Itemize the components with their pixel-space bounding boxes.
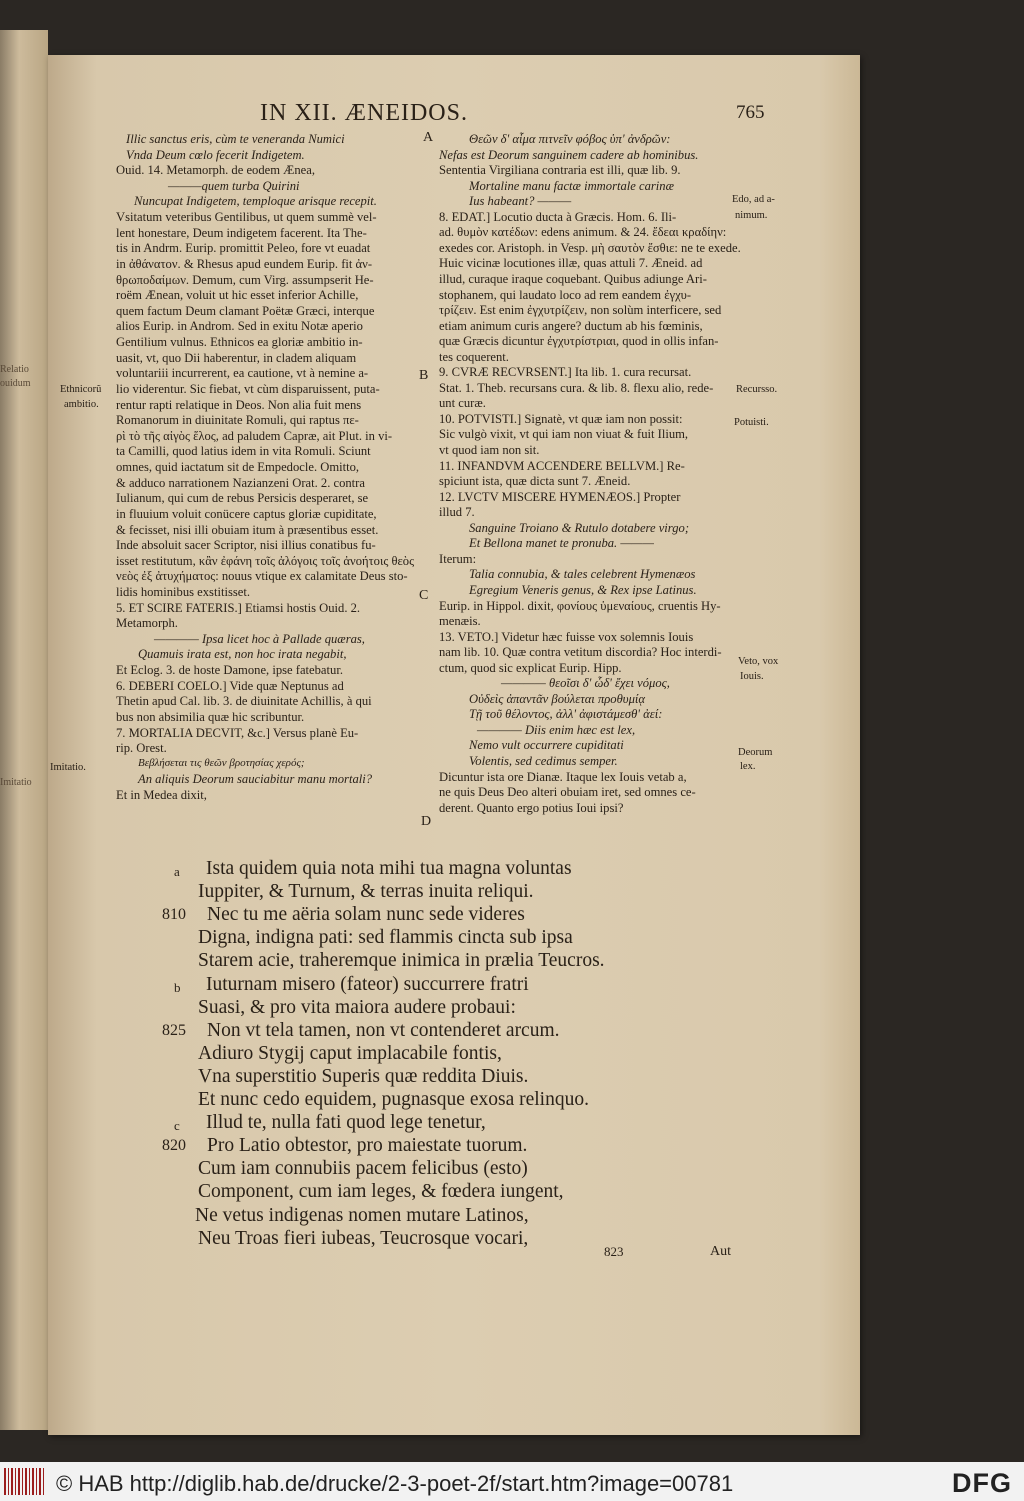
commentary-line: Θεῶν δ' αἷμα πιτνεῖν φόβος ὑπ' ἀνδρῶν: [469, 132, 671, 146]
commentary-line: unt curæ. [439, 396, 486, 411]
commentary-line: ad. θυμὸν κατέδων: edens animum. & 24. ἔδεαι κραδίην: [439, 225, 727, 240]
verse-note-mark: c [174, 1118, 180, 1134]
verse-line: Cum iam connubiis pacem felicibus (esto) [198, 1158, 528, 1180]
commentary-line: νεὸς ἐξ ἀτυχήματος: nouus vtique ex calamitate Deus sto- [116, 569, 408, 584]
commentary-line: 5. ET SCIRE FATERIS.] Etiamsi hostis Ouid. 2. [116, 600, 361, 615]
commentary-line: quem factum Deum clamant Poëtæ Græci, interque [116, 303, 375, 318]
verse-line: Ne vetus indigenas nomen mutare Latinos, [195, 1204, 529, 1226]
commentary-line: Stat. 1. Theb. recursans cura. & lib. 8. flexu alio, rede- [439, 380, 714, 395]
commentary-line: Dicuntur ista ore Dianæ. Itaque lex Iouis vetab a, [439, 769, 687, 784]
commentary-line: ctum, quod sic explicat Eurip. Hipp. [439, 660, 622, 675]
catchword: Aut [710, 1244, 731, 1259]
commentary-line: 9. CVRÆ RECVRSENT.] Ita lib. 1. cura recursat. [439, 365, 692, 380]
commentary-line: ———quem turba Quirini [168, 178, 300, 193]
left-page-fragment: Relatio [0, 364, 29, 375]
commentary-line: spiciunt ista, quæ dicta sunt 7. Æneid. [439, 474, 631, 489]
commentary-line: Iterum: [439, 551, 477, 566]
hab-logo-icon [4, 1468, 44, 1495]
margin-note: Potuisti. [734, 417, 769, 428]
commentary-line: rentur rapti relatique in Deos. Non alia fuit mens [116, 397, 362, 412]
commentary-line: illud, curaque iraque coquebant. Quibus adiunge Ari- [439, 271, 707, 286]
commentary-line: Talia connubia, & tales celebrent Hymenæos [469, 567, 696, 582]
commentary-line: Eurip. in Hippol. dixit, φονίους ὑμεναίους, cruentis Hy- [439, 598, 721, 613]
commentary-line: in ἀθάνατον. & Rhesus apud eundem Eurip. fit ἀν- [116, 256, 373, 271]
dfg-logo: DFG [952, 1468, 1012, 1498]
margin-note: Deorum [738, 747, 773, 758]
book-page [48, 55, 860, 1435]
commentary-line: An aliquis Deorum sauciabitur manu mortali? [138, 772, 373, 787]
commentary-line: Thetin apud Cal. lib. 3. de diuinitate Achillis, à qui [116, 694, 372, 709]
commentary-line: etiam animum curis angere? ductum ab his fœminis, [439, 318, 703, 333]
margin-note: Edo, ad a- [732, 194, 775, 205]
commentary-line: Inde absoluit sacer Scriptor, nisi illius conatibus fu- [116, 538, 376, 553]
margin-note: Recursso. [736, 384, 778, 395]
verse-line: Non vt tela tamen, non vt contenderet arcum. [207, 1019, 560, 1041]
section-letter: B [419, 368, 429, 383]
commentary-line: lidis hominibus exstitisset. [116, 584, 250, 599]
commentary-line: ta Camilli, quod latius idem in vita Romuli. Sciunt [116, 444, 371, 459]
commentary-line: Ouid. 14. Metamorph. de eodem Ænea, [116, 163, 316, 178]
commentary-line: Vsitatum veteribus Gentilibus, ut quem summè vel- [116, 210, 377, 225]
commentary-line: Huic vicinæ locutiones illæ, quas attuli 7. Æneid. ad [439, 256, 703, 271]
section-letter: C [419, 588, 429, 603]
verse-line: Digna, indigna pati: sed flammis cincta sub ipsa [198, 927, 573, 949]
commentary-line: Iulianum, qui cum de rebus Persicis desperaret, se [116, 491, 369, 506]
left-page-fragment: Imitatio [0, 777, 32, 788]
commentary-line: lent honestare, Deum indigetem facerent. Ita The- [116, 225, 367, 240]
margin-note: nimum. [735, 210, 768, 221]
commentary-line: Egregium Veneris genus, & Rex ipse Latinus. [469, 582, 697, 597]
left-page-fragment: ouidum [0, 378, 31, 389]
verse-line-number: 810 [162, 906, 186, 924]
commentary-line: Et Eclog. 3. de hoste Damone, ipse fatebatur. [116, 663, 343, 678]
commentary-line: roëm Ænean, voluit ut hic esset inferior Achille, [116, 288, 359, 303]
verse-line: Et nunc cedo equidem, pugnasque exosa relinquo. [198, 1089, 589, 1110]
commentary-line: exedes cor. Aristoph. in Vesp. μὴ σαυτὸν ἔσθιε: ne te exede. [439, 240, 741, 255]
commentary-line: Τῇ τοῦ θέλοντος, ἀλλ' ἀφιστάμεσθ' ἀεί: [469, 707, 663, 722]
verse-line: Adiuro Stygij caput implacabile fontis, [198, 1042, 502, 1064]
commentary-line: Οὐδεὶς ἀπαντᾶν βούλεται προθυμίᾳ [469, 691, 646, 706]
verse-line: Iuturnam misero (fateor) succurrere fratri [206, 973, 529, 995]
commentary-line: Vnda Deum cœlo fecerit Indigetem. [126, 147, 305, 162]
commentary-line: Nuncupat Indigetem, temploque arisque recepit. [134, 194, 377, 209]
commentary-line: Et in Medea dixit, [116, 788, 207, 803]
commentary-line: Gentilium vulnus. Ethnicos ea gloriæ ambitio in- [116, 335, 363, 350]
verse-line: Component, cum iam leges, & fœdera iungent, [198, 1181, 564, 1203]
running-head: IN XII. ÆNEIDOS. [260, 100, 468, 126]
verse-line: Pro Latio obtestor, pro maiestate tuorum. [207, 1135, 528, 1157]
commentary-line: Ius habeant? ——— [469, 194, 572, 209]
commentary-line: uasit, vt, quo Dii haberentur, in cladem aliquam [116, 350, 357, 365]
verse-line: Suasi, & pro vita maiora audere probaui: [198, 996, 516, 1018]
commentary-line: rip. Orest. [116, 741, 167, 756]
commentary-line: stophanem, qui laudato loco ad rem eandem ἐγχυ- [439, 287, 692, 302]
commentary-line: 6. DEBERI COELO.] Vide quæ Neptunus ad [116, 678, 344, 693]
page-number: 765 [736, 102, 765, 123]
commentary-line: 12. LVCTV MISCERE HYMENÆOS.] Propter [439, 489, 681, 504]
verse-line: Nec tu me aëria solam nunc sede videres [207, 904, 525, 926]
commentary-line: τρίζειν. Est enim ἐγχυτρίζειν, non solùm interficere, sed [439, 303, 722, 318]
commentary-line: 11. INFANDVM ACCENDERE BELLVM.] Re- [439, 458, 685, 473]
commentary-line: 8. EDAT.] Locutio ducta à Græcis. Hom. 6. Ili- [439, 209, 677, 224]
commentary-line: derent. Quanto ergo potius Ioui ipsi? [439, 800, 624, 815]
commentary-line: Et Bellona manet te pronuba. ——— [469, 536, 654, 551]
verse-line: Vna superstitio Superis quæ reddita Diuis. [198, 1065, 529, 1087]
commentary-line: 7. MORTALIA DECVIT, &c.] Versus planè Eu- [116, 725, 359, 740]
commentary-line: 10. POTVISTI.] Signatè, vt quæ iam non possit: [439, 411, 683, 426]
commentary-line: vt quod iam non sit. [439, 443, 540, 457]
commentary-line: tis in Andrm. Eurip. promittit Peleo, fore vt euadat [116, 241, 371, 256]
commentary-line: in fluuium voluit conücere captus gloriæ cupiditate, [116, 506, 377, 521]
margin-note: Veto, vox [738, 656, 779, 667]
commentary-line: 13. VETO.] Videtur hæc fuisse vox solemnis Iouis [439, 629, 694, 644]
verse-line: Starem acie, traheremque inimica in prælia Teucros. [198, 950, 605, 972]
commentary-line: isset restitutum, κἂν ἐφάνη τοῖς ἀλόγοις τοῖς ἀνοήτοις θεὸς [116, 553, 415, 568]
commentary-line: omnes, quid iactatum sit de Empedocle. Omitto, [116, 460, 360, 475]
commentary-line: Volentis, sed cedimus semper. [469, 754, 618, 768]
commentary-line: Metamorph. [116, 616, 178, 631]
commentary-line: Nefas est Deorum sanguinem cadere ab hominibus. [439, 147, 699, 162]
commentary-line: ———— θεοῖσι δ' ὧδ' ἔχει νόμος, [501, 676, 670, 691]
adjacent-page-edge [0, 30, 48, 1430]
commentary-line: alios Eurip. in Androm. Sed in exitu Notæ aperio [116, 319, 363, 334]
margin-note: lex. [740, 761, 756, 772]
commentary-line: ne quis Deus Deo alteri obuiam iret, sed omnes ce- [439, 785, 696, 800]
commentary-line: tes coquerent. [439, 349, 509, 364]
commentary-line: menæis. [439, 614, 481, 629]
commentary-line: θρωποδαίμων. Demum, cum Virg. assumpserit He- [116, 272, 374, 287]
commentary-line: illud 7. [439, 505, 475, 520]
section-letter: D [421, 814, 432, 829]
footer-bar [0, 1462, 1024, 1501]
commentary-line: & fecisset, nisi illi obuiam itum à præsentibus esset. [116, 522, 379, 537]
verse-line: Ista quidem quia nota mihi tua magna voluntas [206, 858, 572, 879]
verse-line: Neu Troas fieri iubeas, Teucrosque vocari, [198, 1227, 529, 1249]
commentary-line: ———— Ipsa licet hoc à Pallade quæras, [154, 631, 365, 646]
commentary-line: Mortaline manu factæ immortale carinæ [469, 178, 674, 193]
margin-note: ambitio. [64, 399, 99, 410]
verse-note-mark: b [174, 979, 181, 995]
commentary-line: Βεβλήσεται τις θεῶν βροτησίας χερός; [138, 756, 305, 769]
commentary-line: ρὶ τὸ τῆς αἰγὸς ἕλος, ad paludem Capræ, ait Plut. in vi- [116, 428, 393, 443]
commentary-line: ———— Diis enim hæc est lex, [477, 722, 636, 737]
section-letter: A [423, 130, 434, 145]
copyright-link[interactable]: © HAB http://diglib.hab.de/drucke/2-3-poet-2f/start.htm?image=00781 [56, 1471, 734, 1496]
verse-note-mark: a [174, 864, 180, 879]
commentary-line: Nemo vult occurrere cupiditati [469, 738, 624, 753]
verse-line: Iuppiter, & Turnum, & terras inuita reliqui. [198, 881, 534, 903]
verse-line: Illud te, nulla fati quod lege tenetur, [206, 1112, 486, 1134]
margin-note: Imitatio. [50, 762, 86, 773]
commentary-line: Sententia Virgiliana contraria est illi, quæ lib. 9. [439, 163, 681, 178]
commentary-line: Illic sanctus eris, cùm te veneranda Numici [126, 132, 345, 146]
commentary-line: Sic vulgò vixit, vt qui iam non viuat & fuit Ilium, [439, 427, 689, 442]
commentary-line: voluntariii incurrerent, ea cautione, vt à nemine a- [116, 366, 369, 381]
verse-line-number: 820 [162, 1137, 186, 1155]
signature-mark: 823 [604, 1244, 624, 1259]
commentary-line: quæ Græcis dicuntur ἐγχυτρίστριαι, quod in ollis infan- [439, 334, 719, 349]
margin-note: Iouis. [740, 671, 764, 682]
commentary-line: & adduco narrationem Nazianzeni Orat. 2. contra [116, 475, 365, 490]
verse-line-number: 825 [162, 1021, 186, 1039]
commentary-line: lio viderentur. Sic fiebat, vt cùm disparuissent, puta- [116, 381, 380, 396]
commentary-line: Sanguine Troiano & Rutulo dotabere virgo; [469, 520, 690, 535]
commentary-line: bus non absimilia quæ hic scribuntur. [116, 709, 305, 724]
commentary-line: nam lib. 10. Quæ contra vetitum discordia? Hoc interdi- [439, 645, 722, 660]
commentary-line: Quamuis irata est, non hoc irata negabit, [138, 647, 347, 662]
commentary-line: Romanorum in diuinitate Romuli, qui raptus πε- [116, 413, 359, 428]
margin-note: Ethnicorũ [60, 384, 102, 395]
